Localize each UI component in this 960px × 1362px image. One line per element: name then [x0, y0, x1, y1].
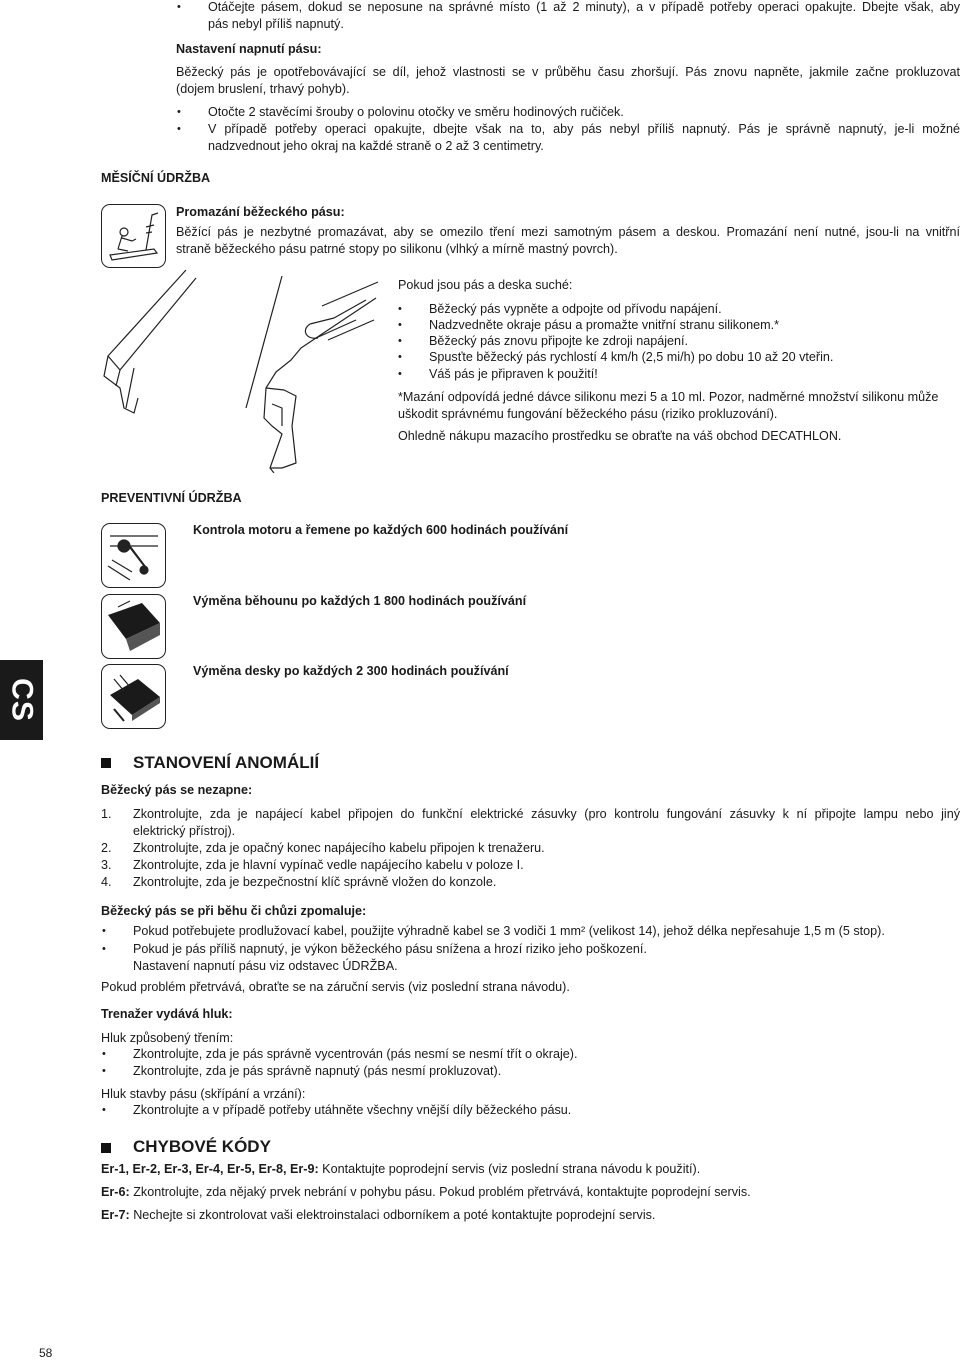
heading-square-icon	[101, 1143, 111, 1153]
numbered-item: Zkontrolujte, zda je hlavní vypínač vedle napájecího kabelu v poloze I.	[133, 858, 524, 872]
language-code: CS	[5, 678, 38, 722]
dry-bullet: • Spusťte běžecký pás rychlostí 4 km/h (2,5 mi/h) po dobu 10 až 20 vteřin.	[429, 349, 833, 366]
heading-square-icon	[101, 758, 111, 768]
num: 4.	[101, 875, 112, 889]
page-number: 58	[39, 1346, 53, 1360]
preventive-item: Výměna běhounu po každých 1 800 hodinách používání	[193, 594, 527, 608]
text-line: elektrický přístroj).	[133, 824, 236, 838]
text-line: • Otáčejte pásem, dokud se neposune na správné místo (1 až 2 minuty), a v případě potřeby operaci opakujte. Dbejte však, aby	[208, 0, 960, 14]
structure-bullet: • Zkontrolujte a v případě potřeby utáhněte všechny vnější díly běžeckého pásu.	[133, 1102, 571, 1119]
friction-title: Hluk způsobený třením:	[101, 1031, 234, 1045]
preventive-item: Kontrola motoru a řemene po každých 600 hodinách používání	[193, 523, 569, 537]
dry-bullet: • Běžecký pás znovu připojte ke zdroji napájení.	[429, 333, 688, 350]
slows-bullet	[133, 941, 647, 975]
text-line: Nastavení napnutí pásu viz odstavec ÚDRŽBA.	[133, 959, 398, 973]
text-line: Běžecký pás je opotřebovávající se díl, jehož vlastnosti se v průběhu času zhoršují. Pás znovu napněte, jakmile začne prokluzovat	[176, 65, 960, 79]
error-text: Zkontrolujte, zda nějaký prvek nebrání v pohybu pásu. Pokud problém přetrvává, kontaktujte poprodejní servis.	[129, 1185, 751, 1199]
text-line: • Otočte 2 stavěcími šrouby o polovinu otočky ve směru hodinových ručiček.	[208, 105, 624, 119]
anomalies-title: STANOVENÍ ANOMÁLIÍ	[133, 753, 320, 772]
friction-bullet: • Zkontrolujte, zda je pás správně vycentrován (pás nesmí se nesmí třít o okraje).	[133, 1046, 577, 1063]
treadmill-lube-icon	[101, 204, 166, 268]
numbered-item: Zkontrolujte, zda je bezpečnostní klíč správně vložen do konzole.	[133, 875, 497, 889]
num: 3.	[101, 858, 112, 872]
deck-replacement-icon	[101, 664, 166, 729]
dry-bullet: • Nadzvedněte okraje pásu a promažte vnitřní stranu silikonem.*	[429, 317, 779, 334]
language-tab	[0, 660, 43, 740]
text-line: straně běžeckého pásu patrné stopy po silikonu (vlhký a mírně mastný povrch).	[176, 242, 618, 256]
text-line: uškodit správnému fungování běžeckého pásu (riziko prokluzování).	[398, 407, 778, 421]
error-code: Er-1, Er-2, Er-3, Er-4, Er-5, Er-8, Er-9:	[101, 1162, 319, 1176]
slows-after: Pokud problém přetrvává, obraťte se na záruční servis (viz poslední strana návodu).	[101, 980, 570, 994]
motor-belt-icon	[101, 523, 166, 588]
errors-title: CHYBOVÉ KÓDY	[133, 1137, 271, 1156]
lube-title: Promazání běžeckého pásu:	[176, 205, 345, 219]
text-line: *Mazání odpovídá jedné dávce silikonu mezi 5 a 10 ml. Pozor, nadměrné množství silikonu může	[398, 390, 939, 404]
treadmill-lubrication-illustration	[96, 268, 386, 473]
tension-title: Nastavení napnutí pásu:	[176, 42, 322, 56]
preventive-item: Výměna desky po každých 2 300 hodinách používání	[193, 664, 509, 678]
slows-bullet: • Pokud potřebujete prodlužovací kabel, použijte výhradně kabel se 3 vodiči 1 mm² (velikost 14), jehož délka nepřesahuje 1,5 m (5 stop).	[133, 923, 885, 940]
lube-text	[176, 224, 960, 258]
num: 1.	[101, 807, 112, 821]
text-line: • V případě potřeby operaci opakujte, dbejte však na to, aby pás nebyl příliš napnutý. Pás je správně napnutý, je-li možné	[208, 122, 960, 136]
error-row	[101, 1184, 751, 1201]
dry-bullet: • Váš pás je připraven k použití!	[429, 366, 598, 383]
structure-title: Hluk stavby pásu (skřípání a vrzání):	[101, 1087, 306, 1101]
slows-title: Běžecký pás se při běhu či chůzi zpomaluje:	[101, 904, 367, 918]
not-start-title: Běžecký pás se nezapne:	[101, 783, 253, 797]
text-line: (dojem bruslení, trhavý pohyb).	[176, 82, 350, 96]
preventive-title: PREVENTIVNÍ ÚDRŽBA	[101, 491, 242, 505]
purchase-note: Ohledně nákupu mazacího prostředku se obraťte na váš obchod DECATHLON.	[398, 429, 842, 443]
text-line: Běžící pás je nezbytné promazávat, aby se omezilo tření mezi samotným pásem a deskou. Promazání není nutné, jsou-li na vnitřní	[176, 225, 960, 239]
error-text: Nechejte si zkontrolovat vaši elektroinstalaci odborníkem a poté kontaktujte poprodejní servis.	[129, 1208, 656, 1222]
text-line: nadzvednout jeho okraj na každé straně o 2 až 3 centimetry.	[208, 139, 544, 153]
error-row	[101, 1161, 700, 1178]
numbered-item	[133, 806, 960, 840]
text-line: Zkontrolujte, zda je napájecí kabel připojen do funkční elektrické zásuvky (pro kontrolu fungování zásuvky k ní připojte lampu nebo jiný	[133, 807, 960, 821]
text-line: • Pokud je pás příliš napnutý, je výkon běžeckého pásu snížena a hrozí riziko jeho poškození.	[133, 942, 647, 956]
error-code: Er-7:	[101, 1208, 130, 1222]
tension-bullet-2	[208, 121, 960, 155]
numbered-item: Zkontrolujte, zda je opačný konec napájecího kabelu připojen k trenažeru.	[133, 841, 545, 855]
num: 2.	[101, 841, 112, 855]
error-text: Kontaktujte poprodejní servis (viz poslední strana návodu k použití).	[318, 1162, 701, 1176]
monthly-title: MĚSÍČNÍ ÚDRŽBA	[101, 171, 211, 185]
belt-replacement-icon	[101, 594, 166, 659]
dry-intro: Pokud jsou pás a deska suché:	[398, 278, 573, 292]
silicone-note	[398, 389, 960, 423]
error-row	[101, 1207, 655, 1224]
error-code: Er-6:	[101, 1185, 130, 1199]
bullet-belt-alignment	[208, 0, 960, 33]
tension-bullet-1	[208, 104, 960, 121]
dry-bullet: • Běžecký pás vypněte a odpojte od přívodu napájení.	[429, 301, 722, 318]
friction-bullet: • Zkontrolujte, zda je pás správně napnutý (pás nesmí prokluzovat).	[133, 1063, 501, 1080]
tension-text	[176, 64, 960, 98]
noise-title: Trenažer vydává hluk:	[101, 1007, 233, 1021]
text-line: pás nebyl příliš napnutý.	[208, 17, 344, 31]
